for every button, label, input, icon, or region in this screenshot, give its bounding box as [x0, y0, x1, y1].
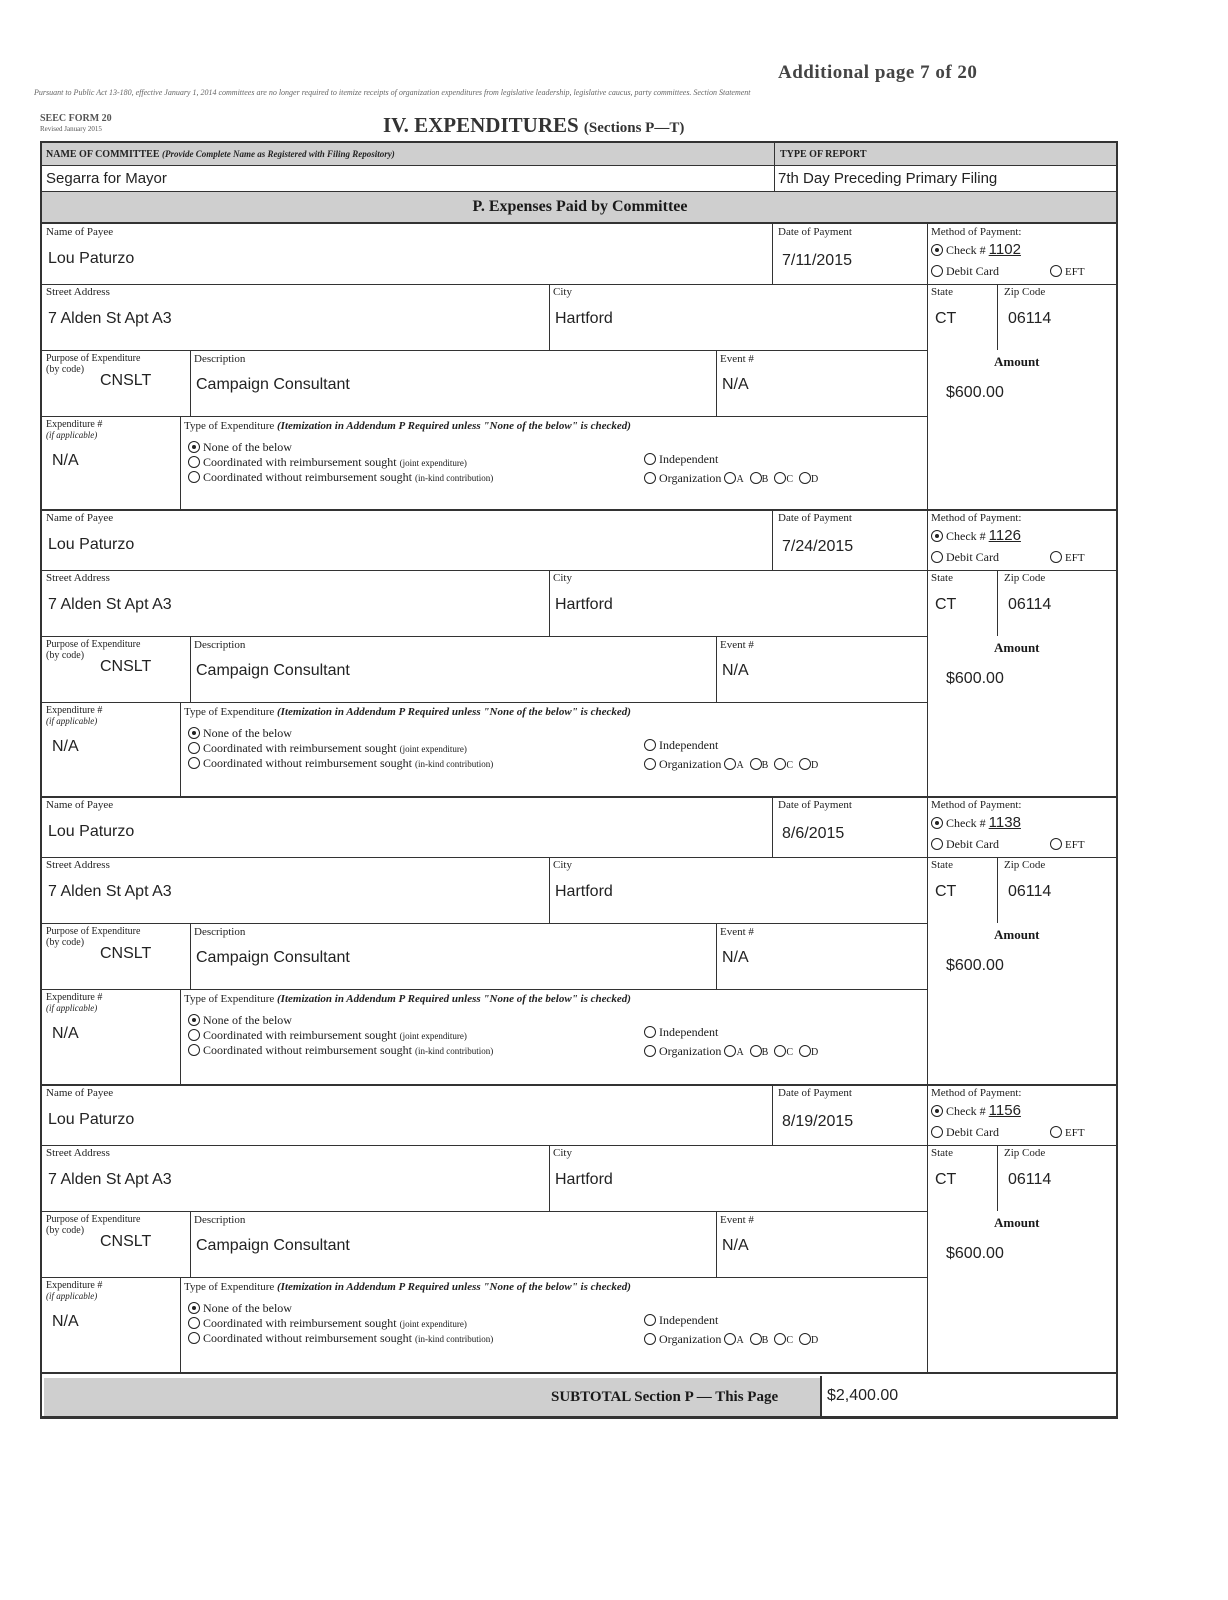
- eft-option[interactable]: [1050, 264, 1085, 279]
- org-a-label: A: [736, 474, 744, 485]
- type-organization-option[interactable]: [644, 757, 818, 772]
- street-label: Street Address: [46, 286, 110, 298]
- eft-option[interactable]: [1050, 550, 1085, 565]
- debit-radio[interactable]: [931, 838, 943, 850]
- type-none-option[interactable]: [188, 440, 292, 455]
- check-label: Check #: [946, 243, 986, 257]
- by-code-label: (by code): [46, 649, 85, 661]
- org-a-radio[interactable]: [724, 758, 736, 770]
- org-d-label: D: [811, 1335, 819, 1346]
- debit-radio[interactable]: [931, 265, 943, 277]
- expenditure-number-value: N/A: [52, 1025, 79, 1042]
- type-none-option[interactable]: [188, 1301, 292, 1316]
- type-coord-noreimb-label: Coordinated without reimbursement sought: [203, 1043, 412, 1057]
- subtotal-value: $2,400.00: [827, 1387, 899, 1404]
- method-label: Method of Payment:: [931, 512, 1022, 524]
- expense-entry: [42, 1085, 1116, 1373]
- debit-label: Debit Card: [946, 550, 999, 564]
- org-b-radio[interactable]: [750, 1045, 762, 1057]
- state-value: CT: [935, 596, 957, 613]
- org-b-radio[interactable]: [750, 758, 762, 770]
- type-none-label: None of the below: [203, 1013, 292, 1027]
- if-applicable-label: (if applicable): [46, 429, 98, 440]
- type-organization-radio[interactable]: [644, 472, 656, 484]
- description-value: Campaign Consultant: [196, 662, 350, 679]
- event-label: Event #: [720, 926, 754, 938]
- type-independent-radio[interactable]: [644, 453, 656, 465]
- state-value: CT: [935, 883, 957, 900]
- state-label: State: [931, 1147, 953, 1159]
- date-value: 7/24/2015: [782, 538, 854, 555]
- type-organization-option[interactable]: [644, 471, 818, 486]
- street-value: 7 Alden St Apt A3: [48, 1171, 172, 1188]
- amount-value: $600.00: [946, 957, 1004, 974]
- org-b-radio[interactable]: [750, 472, 762, 484]
- event-label: Event #: [720, 639, 754, 651]
- type-label: Type of Expenditure (Itemization in Addendum P Required unless "None of the below" is checked): [184, 993, 631, 1005]
- committee-name-label: NAME OF COMMITTEE (Provide Complete Name as Registered with Filing Repository): [46, 149, 395, 160]
- type-none-radio[interactable]: [188, 1014, 200, 1026]
- purpose-value: CNSLT: [100, 372, 152, 389]
- check-option[interactable]: [931, 1102, 1021, 1119]
- type-coord-reimb-note: (joint expenditure): [399, 1319, 467, 1329]
- purpose-label: Purpose of Expenditure (by code): [46, 353, 141, 375]
- payee-value: Lou Paturzo: [48, 250, 135, 267]
- by-code-label: (by code): [46, 1224, 85, 1236]
- org-d-radio[interactable]: [799, 472, 811, 484]
- zip-label: Zip Code: [1004, 572, 1046, 584]
- eft-option[interactable]: [1050, 1125, 1085, 1140]
- method-label: Method of Payment:: [931, 1087, 1022, 1099]
- amount-label: Amount: [994, 354, 1040, 369]
- type-independent-option[interactable]: [644, 738, 718, 753]
- type-independent-radio[interactable]: [644, 739, 656, 751]
- type-note: (Itemization in Addendum P Required unless "None of the below" is checked): [277, 420, 631, 432]
- type-coord-reimb-note: (joint expenditure): [399, 458, 467, 468]
- org-c-label: C: [786, 1047, 794, 1058]
- type-coord-reimb-option[interactable]: [188, 1028, 467, 1043]
- amount-label: Amount: [994, 1215, 1040, 1230]
- description-value: Campaign Consultant: [196, 1237, 350, 1254]
- check-number: 1102: [988, 241, 1021, 258]
- type-organization-option[interactable]: [644, 1332, 818, 1347]
- type-label: Type of Expenditure (Itemization in Addendum P Required unless "None of the below" is checked): [184, 1281, 631, 1293]
- type-none-label: None of the below: [203, 1301, 292, 1315]
- type-coord-noreimb-note: (in-kind contribution): [414, 1046, 494, 1056]
- event-label: Event #: [720, 1214, 754, 1226]
- org-a-label: A: [736, 1047, 744, 1058]
- committee-name-hint: (Provide Complete Name as Registered with Filing Repository): [162, 149, 395, 159]
- by-code-label: (by code): [46, 363, 85, 375]
- amount-label: Amount: [994, 927, 1040, 942]
- org-c-label: C: [786, 1335, 794, 1346]
- type-none-option[interactable]: [188, 1013, 292, 1028]
- check-radio[interactable]: [931, 244, 943, 256]
- eft-option[interactable]: [1050, 837, 1085, 852]
- type-organization-option[interactable]: [644, 1044, 818, 1059]
- purpose-label: Purpose of Expenditure (by code): [46, 926, 141, 948]
- type-none-radio[interactable]: [188, 727, 200, 739]
- type-coord-noreimb-note: (in-kind contribution): [414, 759, 494, 769]
- org-c-label: C: [786, 474, 794, 485]
- page-label: Additional page 7 of 20: [778, 62, 978, 83]
- street-value: 7 Alden St Apt A3: [48, 596, 172, 613]
- section-title: [383, 113, 684, 138]
- type-coord-noreimb-note: (in-kind contribution): [414, 1334, 494, 1344]
- type-coord-reimb-note: (joint expenditure): [399, 744, 467, 754]
- type-note: (Itemization in Addendum P Required unless "None of the below" is checked): [277, 993, 631, 1005]
- type-coord-reimb-radio[interactable]: [188, 1029, 200, 1041]
- org-b-label: B: [761, 1047, 769, 1058]
- org-d-radio[interactable]: [799, 1045, 811, 1057]
- type-coord-noreimb-option[interactable]: [188, 1331, 493, 1346]
- purpose-label: Purpose of Expenditure (by code): [46, 639, 141, 661]
- check-label: Check #: [946, 529, 986, 543]
- org-b-label: B: [761, 760, 769, 771]
- type-coord-reimb-label: Coordinated with reimbursement sought: [203, 741, 397, 755]
- type-coord-noreimb-radio[interactable]: [188, 757, 200, 769]
- purpose-value: CNSLT: [100, 1233, 152, 1250]
- zip-label: Zip Code: [1004, 286, 1046, 298]
- type-organization-radio[interactable]: [644, 1333, 656, 1345]
- description-value: Campaign Consultant: [196, 376, 350, 393]
- eft-radio[interactable]: [1050, 1126, 1062, 1138]
- city-value: Hartford: [555, 883, 613, 900]
- by-code-label: (by code): [46, 936, 85, 948]
- event-value: N/A: [722, 949, 749, 966]
- check-label: Check #: [946, 816, 986, 830]
- state-label: State: [931, 572, 953, 584]
- type-coord-noreimb-label: Coordinated without reimbursement sought: [203, 756, 412, 770]
- type-coord-noreimb-label: Coordinated without reimbursement sought: [203, 1331, 412, 1345]
- type-coord-reimb-radio[interactable]: [188, 1317, 200, 1329]
- check-option[interactable]: [931, 241, 1021, 258]
- check-number: 1138: [988, 814, 1021, 831]
- check-radio[interactable]: [931, 530, 943, 542]
- check-label: Check #: [946, 1104, 986, 1118]
- type-organization-label: Organization: [659, 757, 722, 771]
- org-a-radio[interactable]: [724, 1045, 736, 1057]
- type-coord-noreimb-option[interactable]: [188, 756, 493, 771]
- state-label: State: [931, 859, 953, 871]
- debit-radio[interactable]: [931, 551, 943, 563]
- check-number: 1156: [988, 1102, 1021, 1119]
- state-label: State: [931, 286, 953, 298]
- org-c-radio[interactable]: [774, 1333, 786, 1345]
- payee-value: Lou Paturzo: [48, 823, 135, 840]
- type-organization-radio[interactable]: [644, 758, 656, 770]
- org-c-radio[interactable]: [774, 472, 786, 484]
- check-number: 1126: [988, 527, 1021, 544]
- org-b-label: B: [761, 474, 769, 485]
- date-value: 8/6/2015: [782, 825, 845, 842]
- section-p-title: P. Expenses Paid by Committee: [472, 198, 688, 215]
- payee-label: Name of Payee: [46, 226, 114, 238]
- street-value: 7 Alden St Apt A3: [48, 310, 172, 327]
- type-coord-noreimb-radio[interactable]: [188, 471, 200, 483]
- city-value: Hartford: [555, 596, 613, 613]
- check-option[interactable]: [931, 527, 1021, 544]
- type-coord-reimb-label: Coordinated with reimbursement sought: [203, 1028, 397, 1042]
- type-independent-option[interactable]: [644, 1313, 718, 1328]
- eft-radio[interactable]: [1050, 265, 1062, 277]
- date-label: Date of Payment: [778, 512, 852, 524]
- type-organization-radio[interactable]: [644, 1045, 656, 1057]
- type-independent-radio[interactable]: [644, 1314, 656, 1326]
- type-coord-noreimb-radio[interactable]: [188, 1044, 200, 1056]
- eft-radio[interactable]: [1050, 838, 1062, 850]
- city-value: Hartford: [555, 310, 613, 327]
- type-independent-label: Independent: [659, 738, 719, 752]
- event-value: N/A: [722, 376, 749, 393]
- type-coord-reimb-label: Coordinated with reimbursement sought: [203, 455, 397, 469]
- debit-option[interactable]: [931, 837, 999, 852]
- purpose-label: Purpose of Expenditure (by code): [46, 1214, 141, 1236]
- street-label: Street Address: [46, 1147, 110, 1159]
- debit-label: Debit Card: [946, 1125, 999, 1139]
- method-label: Method of Payment:: [931, 799, 1022, 811]
- purpose-value: CNSLT: [100, 945, 152, 962]
- type-coord-reimb-note: (joint expenditure): [399, 1031, 467, 1041]
- description-label: Description: [194, 639, 246, 651]
- org-d-radio[interactable]: [799, 758, 811, 770]
- debit-option[interactable]: [931, 264, 999, 279]
- description-label: Description: [194, 353, 246, 365]
- org-c-radio[interactable]: [774, 1045, 786, 1057]
- debit-option[interactable]: [931, 1125, 999, 1140]
- org-b-radio[interactable]: [750, 1333, 762, 1345]
- type-independent-option[interactable]: [644, 452, 718, 467]
- expense-entry: [42, 224, 1116, 510]
- description-value: Campaign Consultant: [196, 949, 350, 966]
- city-label: City: [553, 859, 572, 871]
- type-none-radio[interactable]: [188, 441, 200, 453]
- section-title-text: IV. EXPENDITURES: [383, 113, 579, 137]
- zip-value: 06114: [1008, 596, 1052, 613]
- eft-label: EFT: [1065, 1127, 1085, 1139]
- city-label: City: [553, 572, 572, 584]
- type-coord-reimb-radio[interactable]: [188, 742, 200, 754]
- org-d-radio[interactable]: [799, 1333, 811, 1345]
- amount-value: $600.00: [946, 670, 1004, 687]
- zip-value: 06114: [1008, 883, 1052, 900]
- zip-label: Zip Code: [1004, 859, 1046, 871]
- org-c-radio[interactable]: [774, 758, 786, 770]
- if-applicable-label: (if applicable): [46, 1290, 98, 1301]
- eft-label: EFT: [1065, 552, 1085, 564]
- type-independent-label: Independent: [659, 1025, 719, 1039]
- check-option[interactable]: [931, 814, 1021, 831]
- debit-radio[interactable]: [931, 1126, 943, 1138]
- check-radio[interactable]: [931, 1105, 943, 1117]
- date-value: 8/19/2015: [782, 1113, 854, 1130]
- type-label: Type of Expenditure (Itemization in Addendum P Required unless "None of the below" is checked): [184, 420, 631, 432]
- debit-label: Debit Card: [946, 837, 999, 851]
- form-revision: Revised January 2015: [40, 125, 102, 133]
- state-value: CT: [935, 1171, 957, 1188]
- type-coord-reimb-option[interactable]: [188, 741, 467, 756]
- type-organization-label: Organization: [659, 1332, 722, 1346]
- check-radio[interactable]: [931, 817, 943, 829]
- type-coord-noreimb-option[interactable]: [188, 1043, 493, 1058]
- committee-name-value: Segarra for Mayor: [46, 170, 167, 187]
- event-value: N/A: [722, 1237, 749, 1254]
- type-coord-reimb-option[interactable]: [188, 1316, 467, 1331]
- org-a-label: A: [736, 1335, 744, 1346]
- description-label: Description: [194, 1214, 246, 1226]
- expenditure-number-value: N/A: [52, 738, 79, 755]
- type-coord-reimb-option[interactable]: [188, 455, 467, 470]
- zip-value: 06114: [1008, 1171, 1052, 1188]
- type-independent-radio[interactable]: [644, 1026, 656, 1038]
- description-label: Description: [194, 926, 246, 938]
- type-label: Type of Expenditure (Itemization in Addendum P Required unless "None of the below" is checked): [184, 706, 631, 718]
- payee-label: Name of Payee: [46, 512, 114, 524]
- debit-option[interactable]: [931, 550, 999, 565]
- org-a-label: A: [736, 760, 744, 771]
- type-none-radio[interactable]: [188, 1302, 200, 1314]
- eft-label: EFT: [1065, 266, 1085, 278]
- type-independent-option[interactable]: [644, 1025, 718, 1040]
- type-coord-reimb-label: Coordinated with reimbursement sought: [203, 1316, 397, 1330]
- type-organization-label: Organization: [659, 1044, 722, 1058]
- purpose-value: CNSLT: [100, 658, 152, 675]
- expenditure-number-label: Expenditure # (if applicable): [46, 705, 103, 726]
- state-value: CT: [935, 310, 957, 327]
- amount-value: $600.00: [946, 384, 1004, 401]
- payee-label: Name of Payee: [46, 1087, 114, 1099]
- section-range: (Sections P—T): [583, 120, 685, 136]
- type-none-label: None of the below: [203, 440, 292, 454]
- amount-value: $600.00: [946, 1245, 1004, 1262]
- zip-value: 06114: [1008, 310, 1052, 327]
- amount-label: Amount: [994, 640, 1040, 655]
- org-a-radio[interactable]: [724, 1333, 736, 1345]
- street-value: 7 Alden St Apt A3: [48, 883, 172, 900]
- city-label: City: [553, 286, 572, 298]
- date-label: Date of Payment: [778, 226, 852, 238]
- payee-label: Name of Payee: [46, 799, 114, 811]
- expenditure-number-label: Expenditure # (if applicable): [46, 992, 103, 1013]
- if-applicable-label: (if applicable): [46, 1002, 98, 1013]
- expenditure-number-label: Expenditure # (if applicable): [46, 419, 103, 440]
- type-none-option[interactable]: [188, 726, 292, 741]
- zip-label: Zip Code: [1004, 1147, 1046, 1159]
- type-coord-noreimb-radio[interactable]: [188, 1332, 200, 1344]
- event-label: Event #: [720, 353, 754, 365]
- type-independent-label: Independent: [659, 452, 719, 466]
- street-label: Street Address: [46, 859, 110, 871]
- date-label: Date of Payment: [778, 799, 852, 811]
- method-label: Method of Payment:: [931, 226, 1022, 238]
- org-c-label: C: [786, 760, 794, 771]
- subtotal-label: SUBTOTAL Section P — This Page: [551, 1389, 779, 1405]
- date-value: 7/11/2015: [782, 252, 852, 269]
- type-independent-label: Independent: [659, 1313, 719, 1327]
- report-type-label: TYPE OF REPORT: [780, 149, 867, 160]
- expenditure-number-label: Expenditure # (if applicable): [46, 1280, 103, 1301]
- city-value: Hartford: [555, 1171, 613, 1188]
- eft-radio[interactable]: [1050, 551, 1062, 563]
- if-applicable-label: (if applicable): [46, 715, 98, 726]
- expenditure-number-value: N/A: [52, 1313, 79, 1330]
- city-label: City: [553, 1147, 572, 1159]
- type-none-label: None of the below: [203, 726, 292, 740]
- date-label: Date of Payment: [778, 1087, 852, 1099]
- payee-value: Lou Paturzo: [48, 536, 135, 553]
- type-coord-noreimb-label: Coordinated without reimbursement sought: [203, 470, 412, 484]
- expense-entry: [42, 510, 1116, 797]
- org-d-label: D: [811, 1047, 819, 1058]
- type-coord-noreimb-note: (in-kind contribution): [414, 473, 494, 483]
- org-b-label: B: [761, 1335, 769, 1346]
- expenditure-number-value: N/A: [52, 452, 79, 469]
- type-note: (Itemization in Addendum P Required unless "None of the below" is checked): [277, 1281, 631, 1293]
- debit-label: Debit Card: [946, 264, 999, 278]
- payee-value: Lou Paturzo: [48, 1111, 135, 1128]
- form-id: SEEC FORM 20: [40, 113, 112, 124]
- report-type-value: 7th Day Preceding Primary Filing: [778, 170, 998, 187]
- event-value: N/A: [722, 662, 749, 679]
- type-coord-noreimb-option[interactable]: [188, 470, 493, 485]
- expense-entry: [42, 797, 1116, 1085]
- type-organization-label: Organization: [659, 471, 722, 485]
- header-notice: Pursuant to Public Act 13-180, effective January 1, 2014 committees are no longer required to itemize receipts of organization expenditures from legislative leadership, legislative caucus, party committees. Section Statement: [34, 88, 751, 97]
- type-coord-reimb-radio[interactable]: [188, 456, 200, 468]
- eft-label: EFT: [1065, 839, 1085, 851]
- org-d-label: D: [811, 760, 819, 771]
- street-label: Street Address: [46, 572, 110, 584]
- org-a-radio[interactable]: [724, 472, 736, 484]
- org-d-label: D: [811, 474, 819, 485]
- type-note: (Itemization in Addendum P Required unless "None of the below" is checked): [277, 706, 631, 718]
